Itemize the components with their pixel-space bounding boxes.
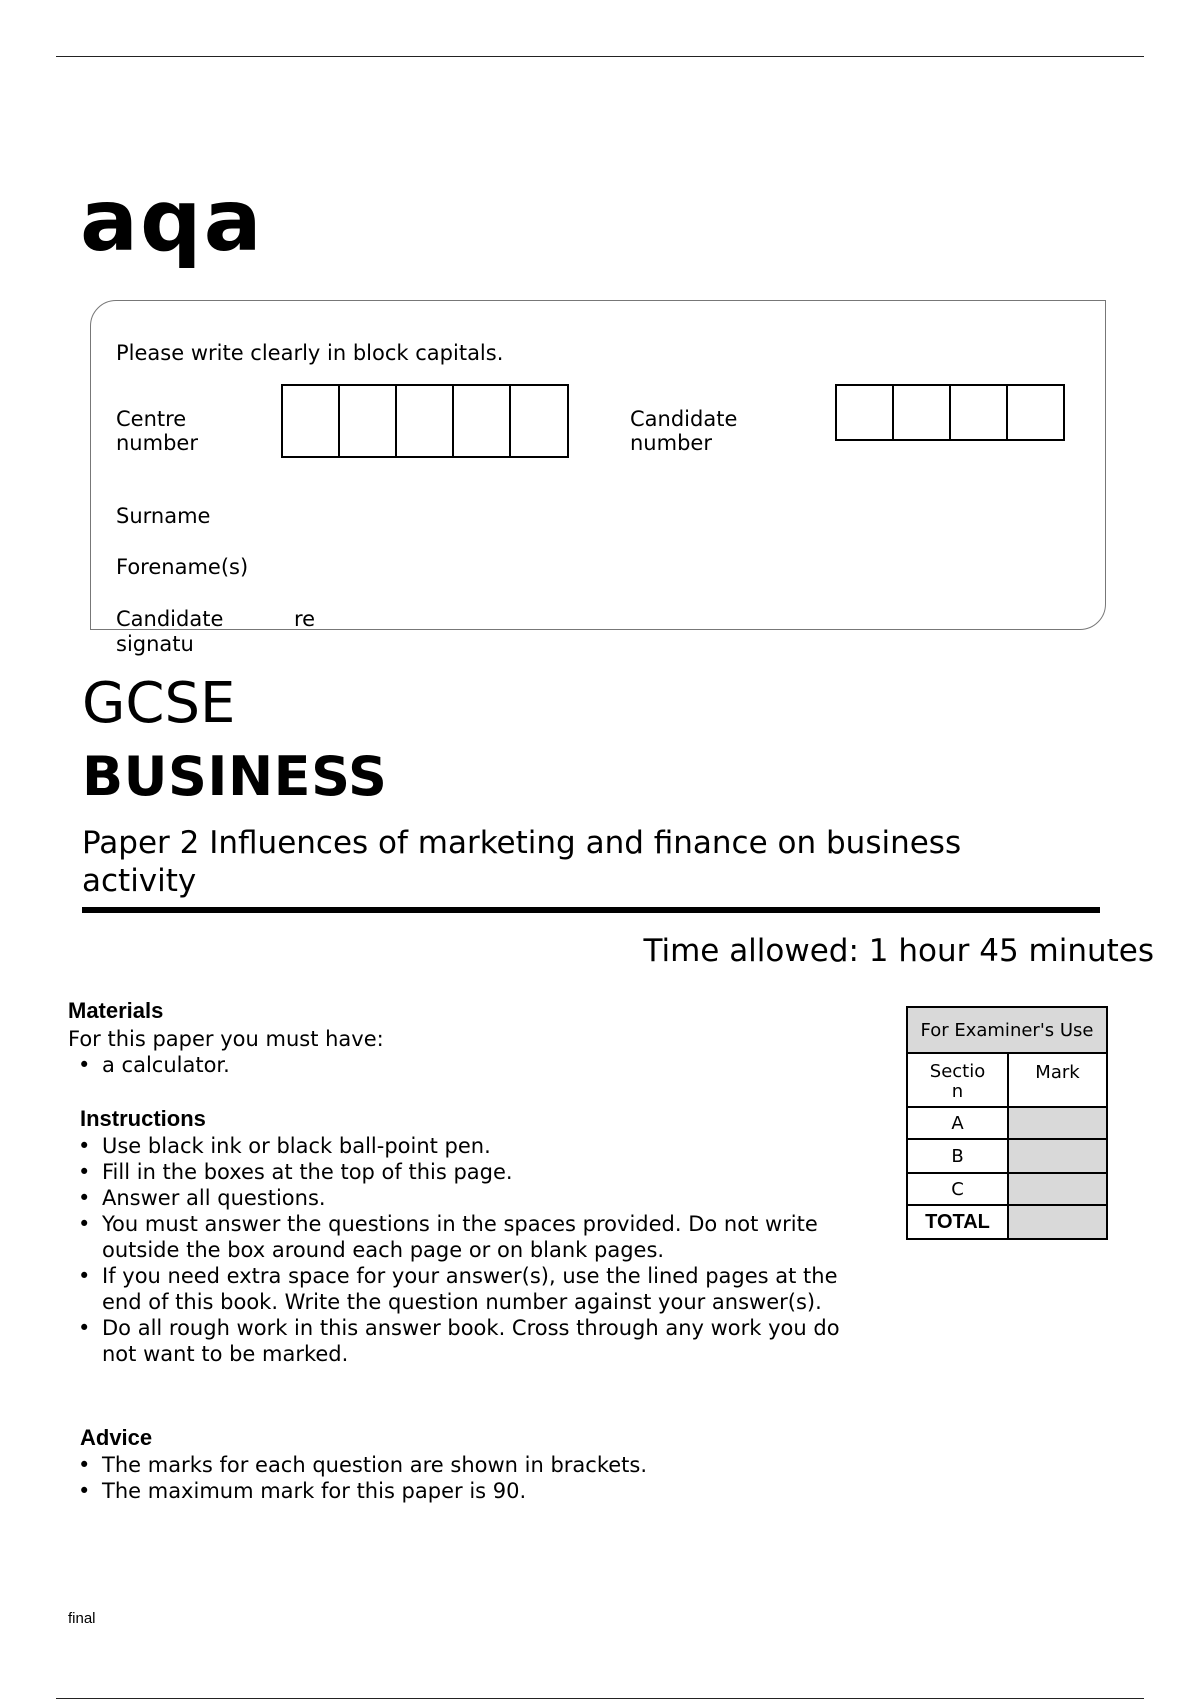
materials-heading: Materials	[68, 998, 164, 1023]
centre-number-label: Centre number	[116, 407, 198, 455]
total-label: TOTAL	[907, 1205, 1008, 1239]
section-c-label: C	[907, 1173, 1008, 1205]
signature-label-continued: signatu	[116, 632, 194, 656]
section-a-mark	[1008, 1107, 1107, 1139]
candidate-number-boxes[interactable]	[835, 384, 1065, 441]
centre-number-digit-box[interactable]	[454, 386, 511, 456]
top-rule	[56, 56, 1144, 57]
list-item: • Do all rough work in this answer book. Cross through any work you do not want to be marked.	[68, 1315, 848, 1367]
list-item: • The marks for each question are shown in brackets.	[68, 1452, 848, 1478]
qualification-title: GCSE	[82, 671, 236, 736]
title-divider	[82, 907, 1100, 913]
bottom-rule	[56, 1698, 1144, 1699]
section-column-header: Section	[907, 1053, 1008, 1107]
section-a-label: A	[907, 1107, 1008, 1139]
examiners-use-table	[906, 1006, 1108, 1240]
block-capitals-instruction: Please write clearly in block capitals.	[116, 341, 504, 365]
section-c-mark	[1008, 1173, 1107, 1205]
centre-number-digit-box[interactable]	[340, 386, 397, 456]
list-item: • You must answer the questions in the spaces provided. Do not write outside the box around each page or on blank pages.	[68, 1211, 848, 1263]
instructions-heading: Instructions	[80, 1106, 206, 1131]
section-b-mark	[1008, 1139, 1107, 1173]
list-item: • a calculator.	[68, 1052, 828, 1078]
list-item: • The maximum mark for this paper is 90.	[68, 1478, 848, 1504]
centre-number-digit-box[interactable]	[397, 386, 454, 456]
list-item: • Use black ink or black ball-point pen.	[68, 1133, 848, 1159]
centre-number-boxes[interactable]	[281, 384, 569, 458]
centre-number-digit-box[interactable]	[511, 386, 567, 456]
list-item: • Answer all questions.	[68, 1185, 848, 1211]
candidate-number-digit-box[interactable]	[1008, 386, 1063, 439]
centre-number-digit-box[interactable]	[283, 386, 340, 456]
total-mark	[1008, 1205, 1107, 1239]
advice-heading: Advice	[80, 1425, 153, 1450]
time-allowed: Time allowed: 1 hour 45 minutes	[643, 933, 1154, 969]
signature-label-fragment: re	[294, 607, 316, 631]
list-item: • Fill in the boxes at the top of this page.	[68, 1159, 848, 1185]
materials-list	[68, 1052, 828, 1078]
aqa-logo: aqa	[80, 171, 264, 271]
candidate-details-box	[90, 300, 1106, 656]
advice-list	[68, 1452, 848, 1504]
list-item: • If you need extra space for your answer(s), use the lined pages at the end of this book. Write the question number against your answer(s).	[68, 1263, 848, 1315]
footer-note: final	[68, 1610, 96, 1627]
examiners-use-header: For Examiner's Use	[907, 1007, 1107, 1053]
candidate-number-label: Candidate number	[630, 407, 738, 455]
surname-label: Surname	[116, 504, 211, 528]
section-b-label: B	[907, 1139, 1008, 1173]
candidate-number-digit-box[interactable]	[894, 386, 951, 439]
instructions-list	[68, 1133, 848, 1367]
paper-title: Paper 2 Influences of marketing and finance on business activity	[82, 825, 962, 899]
forenames-label: Forename(s)	[116, 555, 249, 579]
materials-intro: For this paper you must have:	[68, 1027, 384, 1051]
signature-label: Candidate	[116, 607, 224, 631]
candidate-number-digit-box[interactable]	[951, 386, 1008, 439]
mark-column-header: Mark	[1008, 1053, 1107, 1107]
candidate-number-digit-box[interactable]	[837, 386, 894, 439]
subject-title: BUSINESS	[82, 745, 388, 808]
